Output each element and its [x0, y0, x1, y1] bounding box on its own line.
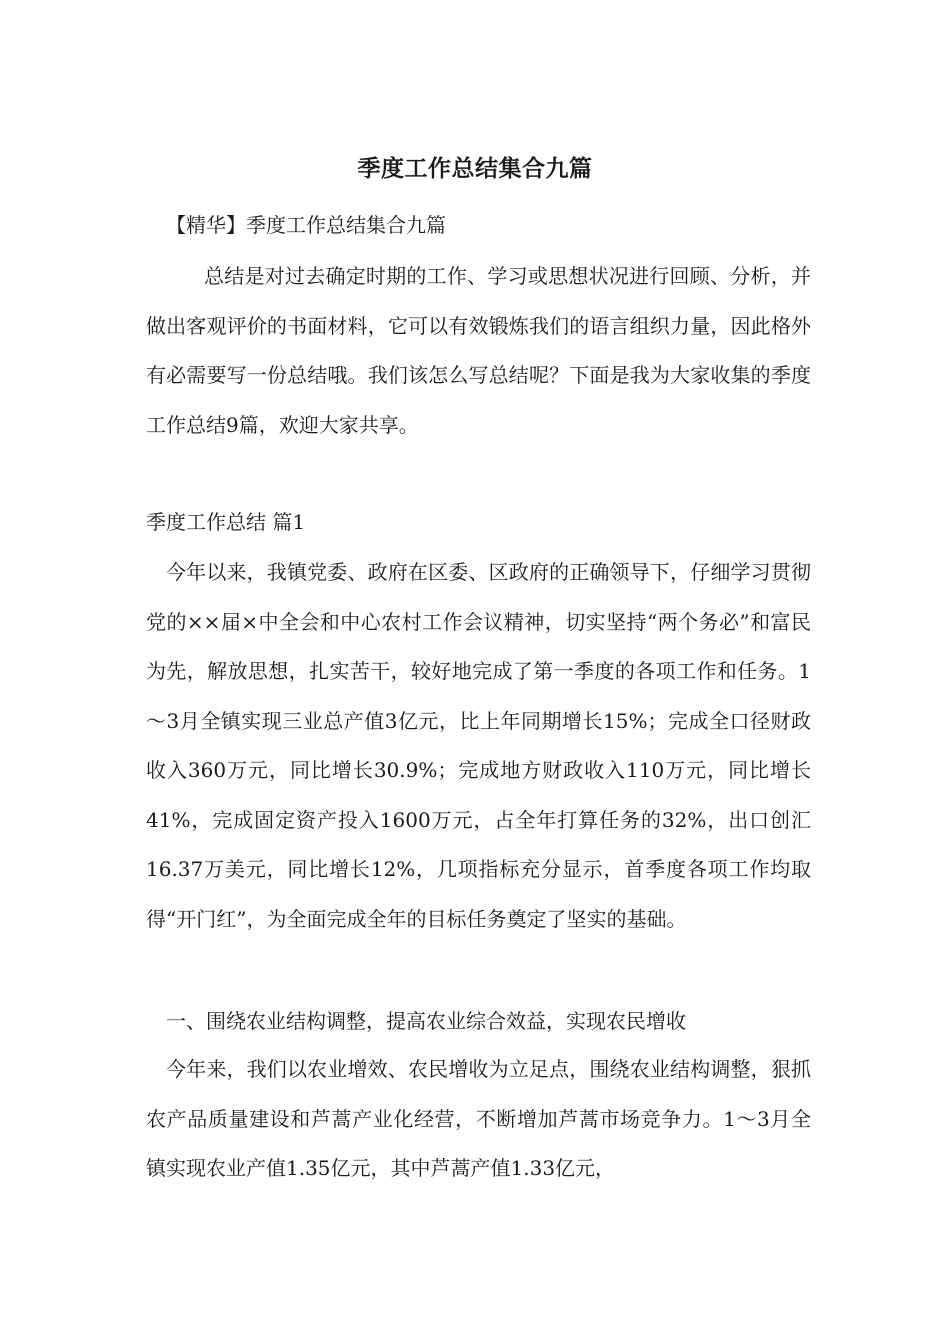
document-subtitle: 【精华】季度工作总结集合九篇: [166, 213, 446, 237]
subheading-1-body-paragraph: 今年来，我们以农业增效、农民增收为立足点，围绕农业结构调整，狠抓农产品质量建设和芦蒿产业化经营，不断增加芦蒿市场竞争力。1～3月全镇实现农业产值1.35亿元，其中芦蒿产值1.33亿元，: [146, 1057, 811, 1180]
section-body-paragraph: 今年以来，我镇党委、政府在区委、区政府的正确领导下，仔细学习贯彻党的××届×中全会和中心农村工作会议精神，切实坚持“两个务必”和富民为先，解放思想，扎实苦干，较好地完成了第一季度的各项工作和任务。1～3月全镇实现三业总产值3亿元，比上年同期增长15%；完成全口径财政收入360万元，同比增长30.9%；完成地方财政收入110万元，同比增长41%，完成固定资产投入1600万元，占全年打算任务的32%，出口创汇16.37万美元，同比增长12%，几项指标充分显示，首季度各项工作均取得“开门红”，为全面完成全年的目标任务奠定了坚实的基础。: [146, 560, 811, 931]
subheading-1: 一、围绕农业结构调整，提高农业综合效益，实现农民增收: [166, 1009, 686, 1033]
document-title: 季度工作总结集合九篇: [357, 156, 593, 182]
section-heading: 季度工作总结 篇1: [146, 510, 306, 534]
intro-paragraph: 总结是对过去确定时期的工作、学习或思想状况进行回顾、分析，并做出客观评价的书面材料，它可以有效锻炼我们的语言组织力量，因此格外有必需要写一份总结哦。我们该怎么写总结呢？下面是我为大家收集的季度工作总结9篇，欢迎大家共享。: [146, 264, 811, 437]
